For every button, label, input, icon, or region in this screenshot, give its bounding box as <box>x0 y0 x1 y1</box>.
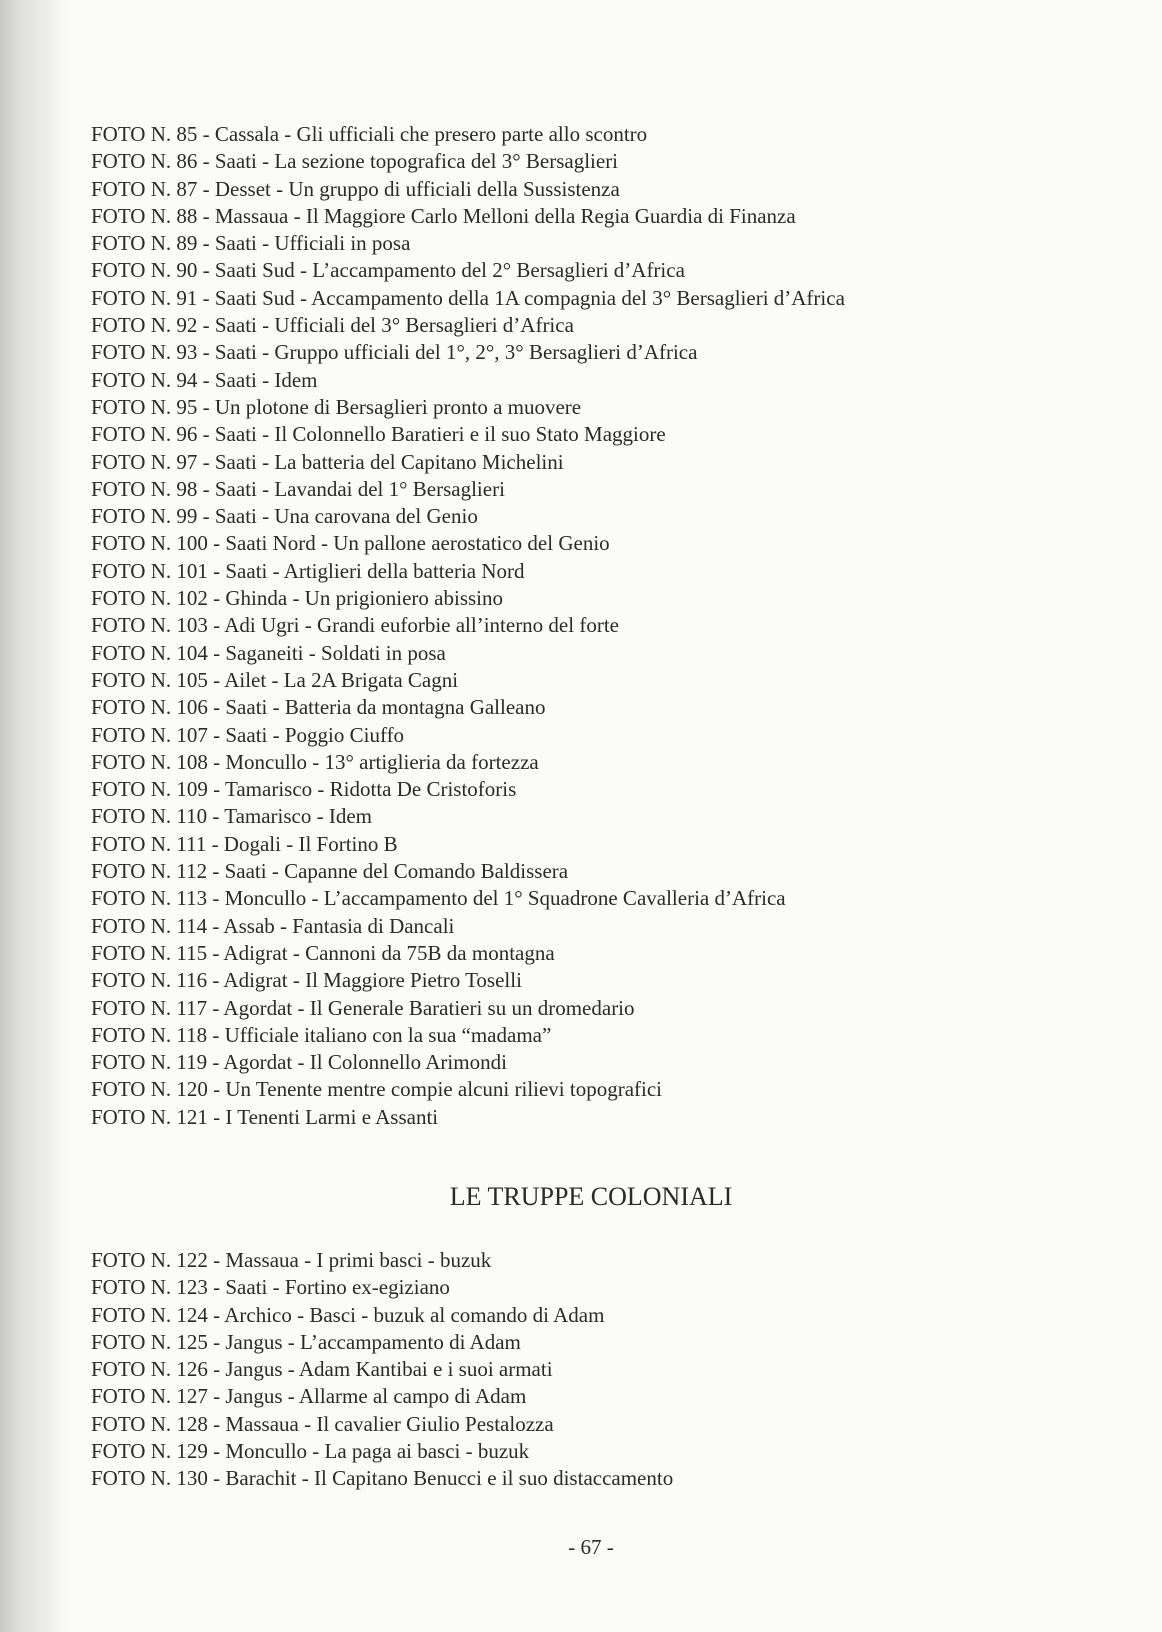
list-item: FOTO N. 119 - Agordat - Il Colonnello Arimondi <box>91 1050 507 1075</box>
list-item: FOTO N. 110 - Tamarisco - Idem <box>91 804 373 829</box>
list-item: FOTO N. 103 - Adi Ugri - Grandi euforbie all’interno del forte <box>91 613 619 638</box>
list-item: FOTO N. 102 - Ghinda - Un prigioniero abissino <box>91 586 503 611</box>
binding-gutter-shadow <box>0 0 70 1632</box>
list-item: FOTO N. 87 - Desset - Un gruppo di ufficiali della Sussistenza <box>91 176 620 201</box>
list-item: FOTO N. 122 - Massaua - I primi basci - buzuk <box>91 1248 492 1272</box>
list-item: FOTO N. 105 - Ailet - La 2A Brigata Cagni <box>91 667 459 692</box>
list-item: FOTO N. 91 - Saati Sud - Accampamento della 1A compagnia del 3° Bersaglieri d’Africa <box>91 285 845 310</box>
list-item: FOTO N. 86 - Saati - La sezione topografica del 3° Bersaglieri <box>91 149 619 174</box>
list-item: FOTO N. 100 - Saati Nord - Un pallone aerostatico del Genio <box>91 531 610 556</box>
list-item: FOTO N. 115 - Adigrat - Cannoni da 75B da montagna <box>91 940 555 965</box>
list-item: FOTO N. 118 - Ufficiale italiano con la sua “madama” <box>91 1022 552 1047</box>
list-item: FOTO N. 92 - Saati - Ufficiali del 3° Bersaglieri d’Africa <box>91 313 574 338</box>
list-item: FOTO N. 98 - Saati - Lavandai del 1° Bersaglieri <box>91 476 505 501</box>
list-item: FOTO N. 111 - Dogali - Il Fortino B <box>91 831 398 856</box>
list-item: FOTO N. 120 - Un Tenente mentre compie alcuni rilievi topografici <box>91 1077 663 1102</box>
list-item: FOTO N. 85 - Cassala - Gli ufficiali che presero parte allo scontro <box>91 122 648 146</box>
list-item: FOTO N. 101 - Saati - Artiglieri della batteria Nord <box>91 558 525 583</box>
list-item: FOTO N. 88 - Massaua - Il Maggiore Carlo Melloni della Regia Guardia di Finanza <box>91 203 796 228</box>
list-item: FOTO N. 97 - Saati - La batteria del Capitano Michelini <box>91 449 564 474</box>
list-item: FOTO N. 107 - Saati - Poggio Ciuffo <box>91 722 405 747</box>
list-item: FOTO N. 96 - Saati - Il Colonnello Baratieri e il suo Stato Maggiore <box>91 422 666 447</box>
list-item: FOTO N. 108 - Moncullo - 13° artiglieria da fortezza <box>91 749 539 774</box>
list-item: FOTO N. 93 - Saati - Gruppo ufficiali del 1°, 2°, 3° Bersaglieri d’Africa <box>91 340 698 365</box>
list-item: FOTO N. 121 - I Tenenti Larmi e Assanti <box>91 1104 439 1129</box>
list-item: FOTO N. 99 - Saati - Una carovana del Genio <box>91 504 478 529</box>
page-number: - 67 - <box>568 1535 614 1559</box>
photo-caption-list <box>91 121 845 1131</box>
list-item: FOTO N. 125 - Jangus - L’accampamento di Adam <box>91 1329 521 1354</box>
list-item: FOTO N. 123 - Saati - Fortino ex-egiziano <box>91 1275 450 1300</box>
list-item: FOTO N. 112 - Saati - Capanne del Comando Baldissera <box>91 859 569 884</box>
list-item: FOTO N. 129 - Moncullo - La paga ai basci - buzuk <box>91 1439 530 1464</box>
list-item: FOTO N. 124 - Archico - Basci - buzuk al comando di Adam <box>91 1302 605 1327</box>
list-item: FOTO N. 104 - Saganeiti - Soldati in posa <box>91 640 446 665</box>
list-item: FOTO N. 128 - Massaua - Il cavalier Giulio Pestalozza <box>91 1411 554 1436</box>
list-item: FOTO N. 126 - Jangus - Adam Kantibai e i suoi armati <box>91 1357 553 1382</box>
section-heading: LE TRUPPE COLONIALI <box>449 1182 733 1211</box>
list-item: FOTO N. 127 - Jangus - Allarme al campo di Adam <box>91 1384 527 1409</box>
list-item: FOTO N. 94 - Saati - Idem <box>91 367 318 392</box>
list-item: FOTO N. 117 - Agordat - Il Generale Baratieri su un dromedario <box>91 995 635 1020</box>
list-item: FOTO N. 116 - Adigrat - Il Maggiore Pietro Toselli <box>91 968 522 993</box>
list-item: FOTO N. 113 - Moncullo - L’accampamento del 1° Squadrone Cavalleria d’Africa <box>91 886 786 911</box>
list-item: FOTO N. 106 - Saati - Batteria da montagna Galleano <box>91 695 546 720</box>
list-item: FOTO N. 89 - Saati - Ufficiali in posa <box>91 231 411 256</box>
list-item: FOTO N. 114 - Assab - Fantasia di Dancali <box>91 913 455 938</box>
colonial-troops-caption-list <box>91 1247 673 1493</box>
list-item: FOTO N. 90 - Saati Sud - L’accampamento del 2° Bersaglieri d’Africa <box>91 258 685 283</box>
list-item: FOTO N. 130 - Barachit - Il Capitano Benucci e il suo distaccamento <box>91 1466 674 1491</box>
list-item: FOTO N. 95 - Un plotone di Bersaglieri pronto a muovere <box>91 394 582 419</box>
list-item: FOTO N. 109 - Tamarisco - Ridotta De Cristoforis <box>91 777 517 802</box>
